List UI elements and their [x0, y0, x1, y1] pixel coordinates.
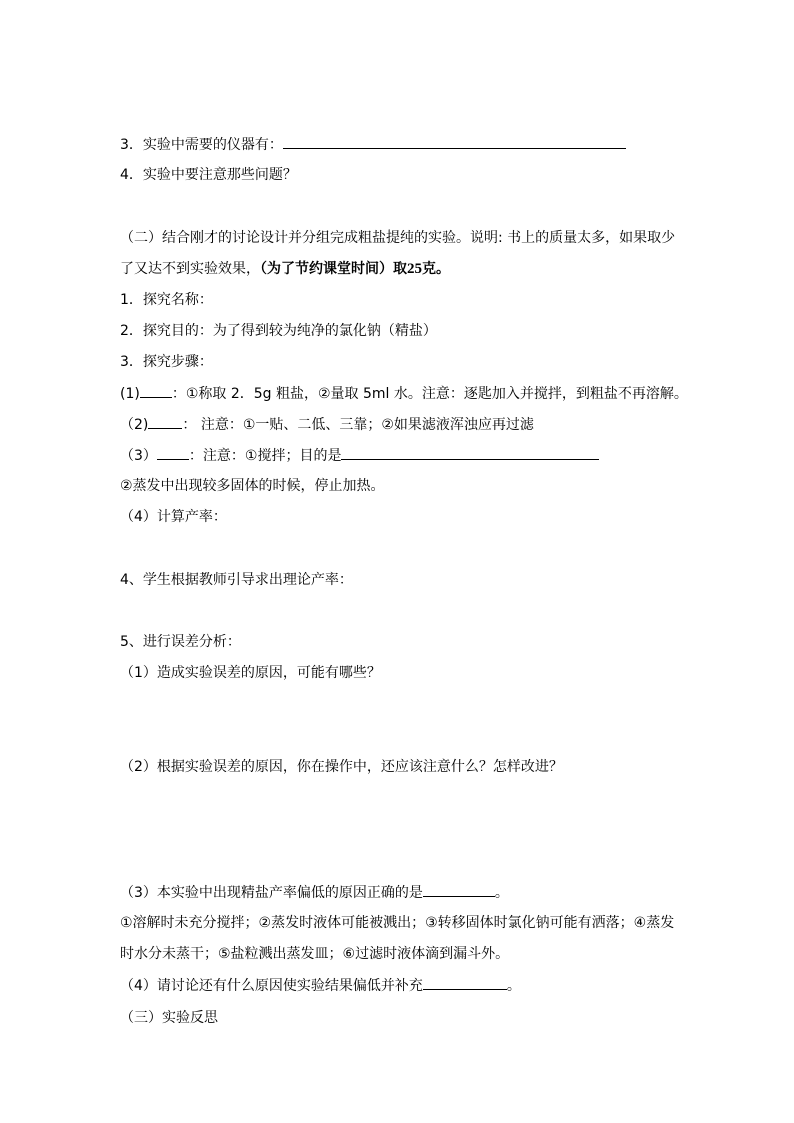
eq3-period: 。: [494, 885, 509, 901]
instruments-blank[interactable]: [283, 134, 626, 149]
section-2-intro: （二）结合刚才的讨论设计并分组完成粗盐提纯的实验。说明: 书上的质量太多，如果取少: [120, 230, 676, 246]
step-2: [120, 414, 534, 435]
theoretical-yield: 4、学生根据教师引导求出理论产率：: [120, 572, 353, 588]
step-3-number: （3）: [120, 448, 157, 464]
question-3-instruments: [120, 134, 626, 155]
section-2-intro-cont: [120, 259, 450, 279]
error-question-1: （1）造成实验误差的原因，可能有哪些？: [120, 665, 381, 681]
step-1: [120, 383, 688, 404]
step-1-blank[interactable]: [140, 383, 172, 398]
question-4-notes: 4．实验中要注意那些问题？: [120, 167, 297, 183]
inquiry-purpose: 2．探究目的：为了得到较为纯净的氯化钠（精盐）: [120, 323, 437, 339]
mass-unit: 克。: [422, 261, 450, 277]
step-3-note: ②蒸发中出现较多固体的时候，停止加热。: [120, 478, 385, 494]
error-question-3: [120, 882, 509, 903]
intro-cont-text: 了又达不到实验效果，: [120, 261, 260, 277]
error-question-4: [120, 975, 521, 996]
step-3: [120, 445, 599, 466]
intro-bold-note: （为了节约课堂时间）取: [260, 261, 407, 277]
instruments-label: 3．实验中需要的仪器有：: [120, 137, 283, 153]
error-options-cont: 时水分未蒸干；⑤盐粒溅出蒸发皿；⑥过滤时液体滴到漏斗外。: [120, 946, 510, 962]
error-options: ①溶解时未充分搅拌；②蒸发时液体可能被溅出；③转移固体时氯化钠可能有洒落；④蒸发: [120, 915, 675, 931]
step-1-text: ：①称取 2．5g 粗盐，②量取 5ml 水。注意：逐匙加入并搅拌，到粗盐不再溶解。: [171, 386, 688, 402]
step-3-text: ：注意：①搅拌；目的是: [188, 448, 342, 464]
eq3-blank[interactable]: [423, 882, 495, 897]
section-3-reflection: （三）实验反思: [120, 1010, 218, 1026]
error-analysis-title: 5、进行误差分析：: [120, 634, 241, 650]
step-4: （4）计算产率：: [120, 509, 227, 525]
step-1-number: (1): [120, 386, 140, 402]
eq4-text: （4）请讨论还有什么原因使实验结果偏低并补充: [120, 978, 423, 994]
step-3-purpose-blank[interactable]: [341, 445, 599, 460]
step-2-text: ： 注意：①一贴、二低、三靠；②如果滤液浑浊应再过滤: [182, 417, 534, 433]
eq3-text: （3）本实验中出现精盐产率偏低的原因正确的是: [120, 885, 423, 901]
error-question-2: （2）根据实验误差的原因，你在操作中，还应该注意什么？怎样改进？: [120, 759, 563, 775]
mass-value: 25: [407, 261, 422, 277]
step-2-blank[interactable]: [148, 414, 182, 429]
step-3-blank[interactable]: [157, 445, 189, 460]
inquiry-steps: 3．探究步骤：: [120, 354, 213, 370]
step-2-number: （2): [120, 417, 149, 433]
inquiry-name: 1．探究名称：: [120, 292, 213, 308]
eq4-blank[interactable]: [423, 975, 507, 990]
eq4-period: 。: [506, 978, 521, 994]
